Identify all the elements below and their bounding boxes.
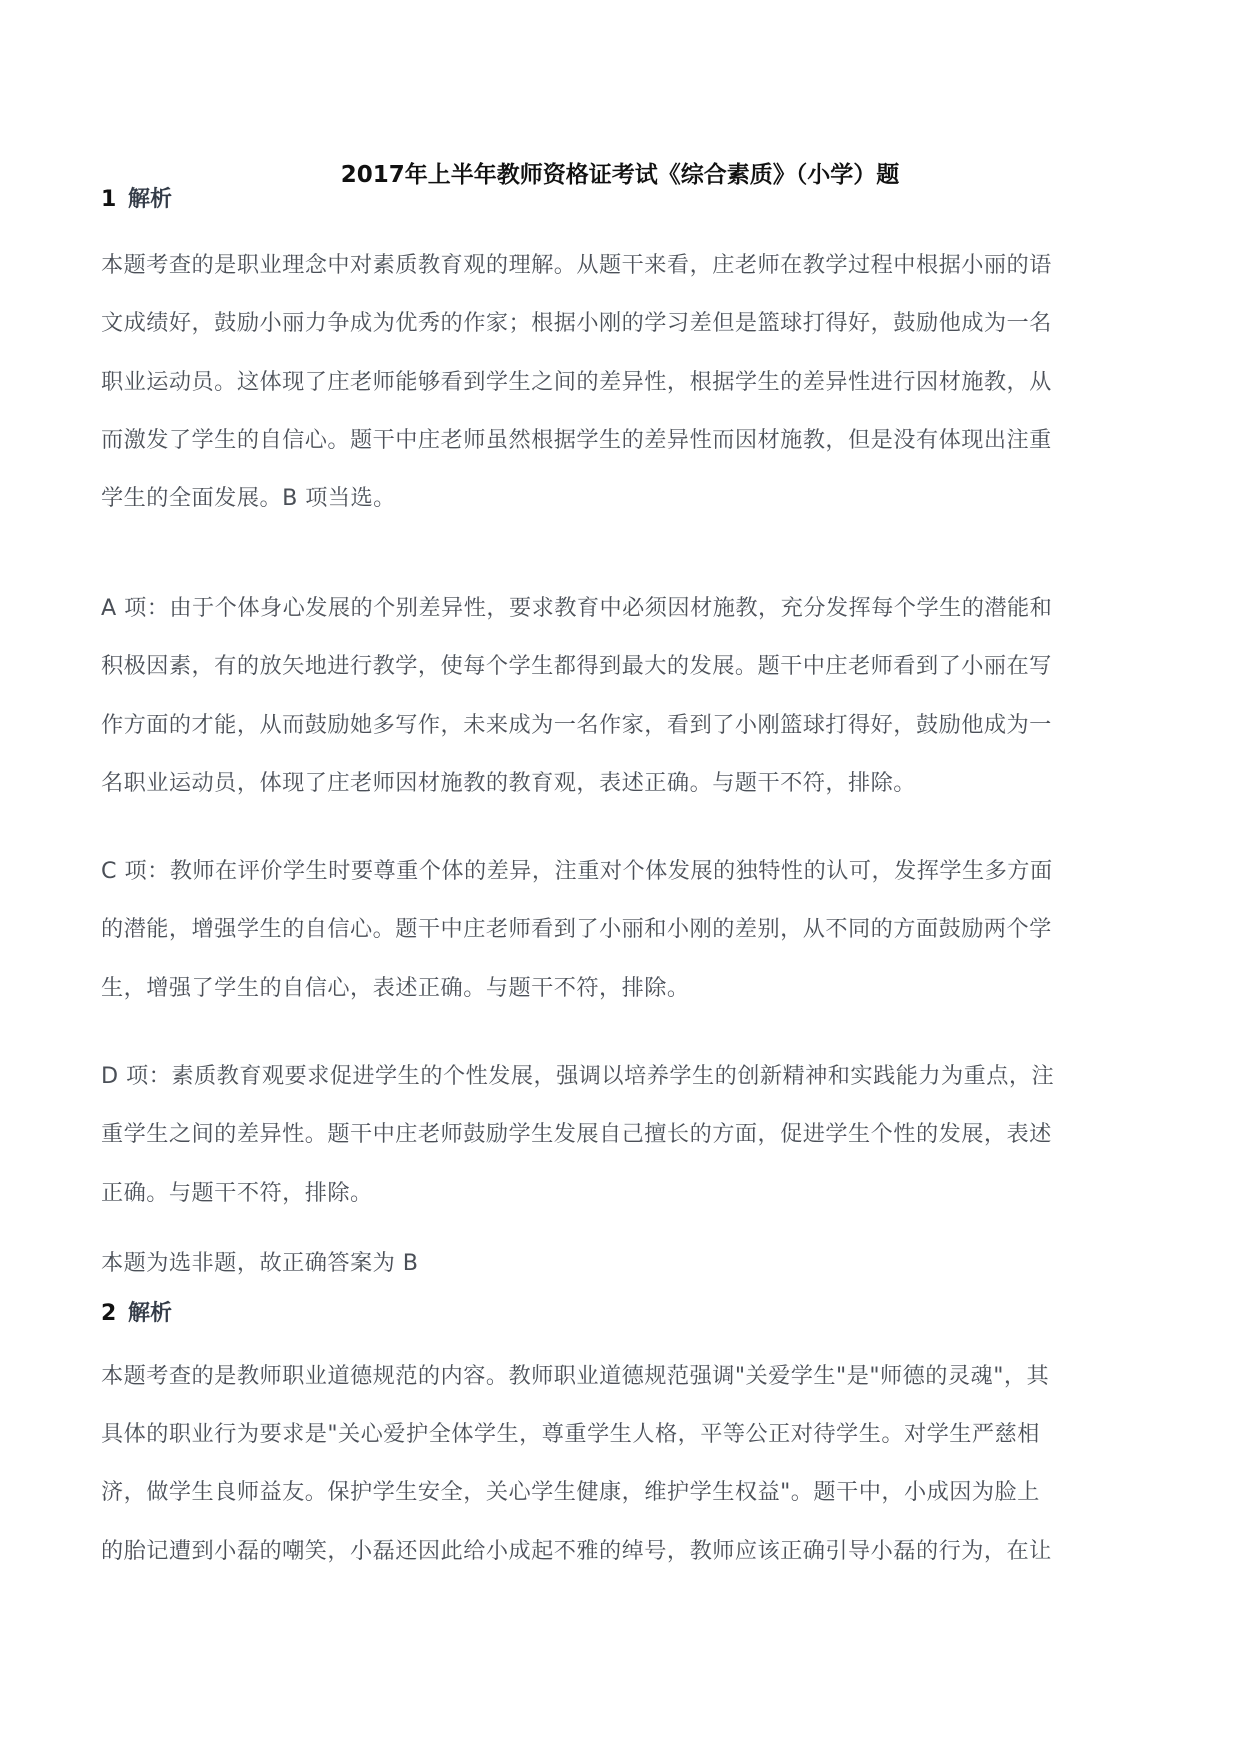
paragraph-line: 文成绩好，鼓励小丽力争成为优秀的作家；根据小刚的学习差但是篮球打得好，鼓励他成为一名 [101,310,1052,336]
option-d-line: D 项：素质教育观要求促进学生的个性发展，强调以培养学生的创新精神和实践能力为重点，注 [101,1063,1055,1089]
paragraph-line: 本题考查的是教师职业道德规范的内容。教师职业道德规范强调"关爱学生"是"师德的灵魂"，其 [101,1363,1050,1389]
paragraph-line: 的胎记遭到小磊的嘲笑，小磊还因此给小成起不雅的绰号，教师应该正确引导小磊的行为，在让 [101,1538,1052,1564]
paragraph-line: 学生的全面发展。B 项当选。 [101,485,396,511]
option-d-line: 重学生之间的差异性。题干中庄老师鼓励学生发展自己擅长的方面，促进学生个性的发展，表述 [101,1121,1052,1147]
paragraph-line: 济，做学生良师益友。保护学生安全，关心学生健康，维护学生权益"。题干中，小成因为脸上 [101,1479,1040,1505]
section-number: 1 [101,187,117,212]
option-a-line: 作方面的才能，从而鼓励她多写作，未来成为一名作家，看到了小刚篮球打得好，鼓励他成为一 [101,712,1052,738]
section-number: 2 [101,1301,117,1326]
option-a-line: 积极因素，有的放矢地进行教学，使每个学生都得到最大的发展。题干中庄老师看到了小丽在写 [101,653,1052,679]
section-2-heading [101,1298,172,1330]
paragraph-line: 而激发了学生的自信心。题干中庄老师虽然根据学生的差异性而因材施教，但是没有体现出注重 [101,427,1052,453]
paragraph-line: 职业运动员。这体现了庄老师能够看到学生之间的差异性，根据学生的差异性进行因材施教，从 [101,369,1052,395]
option-c-line: C 项：教师在评价学生时要尊重个体的差异，注重对个体发展的独特性的认可，发挥学生多方面 [101,858,1053,884]
option-a-line: 名职业运动员，体现了庄老师因材施教的教育观，表述正确。与题干不符，排除。 [101,770,916,796]
paragraph-line: 本题考查的是职业理念中对素质教育观的理解。从题干来看，庄老师在教学过程中根据小丽的语 [101,252,1052,278]
option-c-line: 生，增强了学生的自信心，表述正确。与题干不符，排除。 [101,975,690,1001]
section-heading-label: 解析 [127,187,172,212]
section-heading-label: 解析 [127,1301,172,1326]
option-d-line: 正确。与题干不符，排除。 [101,1180,373,1206]
document-title: 2017年上半年教师资格证考试《综合素质》（小学）题 [340,162,900,188]
option-c-line: 的潜能，增强学生的自信心。题干中庄老师看到了小丽和小刚的差别，从不同的方面鼓励两个学 [101,916,1052,942]
paragraph-line: 具体的职业行为要求是"关心爱护全体学生，尊重学生人格，平等公正对待学生。对学生严慈相 [101,1421,1040,1447]
option-a-line: A 项：由于个体身心发展的个别差异性，要求教育中必须因材施教，充分发挥每个学生的潜能和 [101,595,1053,621]
section-1-heading [101,184,172,216]
answer-line: 本题为选非题，故正确答案为 B [101,1250,419,1276]
